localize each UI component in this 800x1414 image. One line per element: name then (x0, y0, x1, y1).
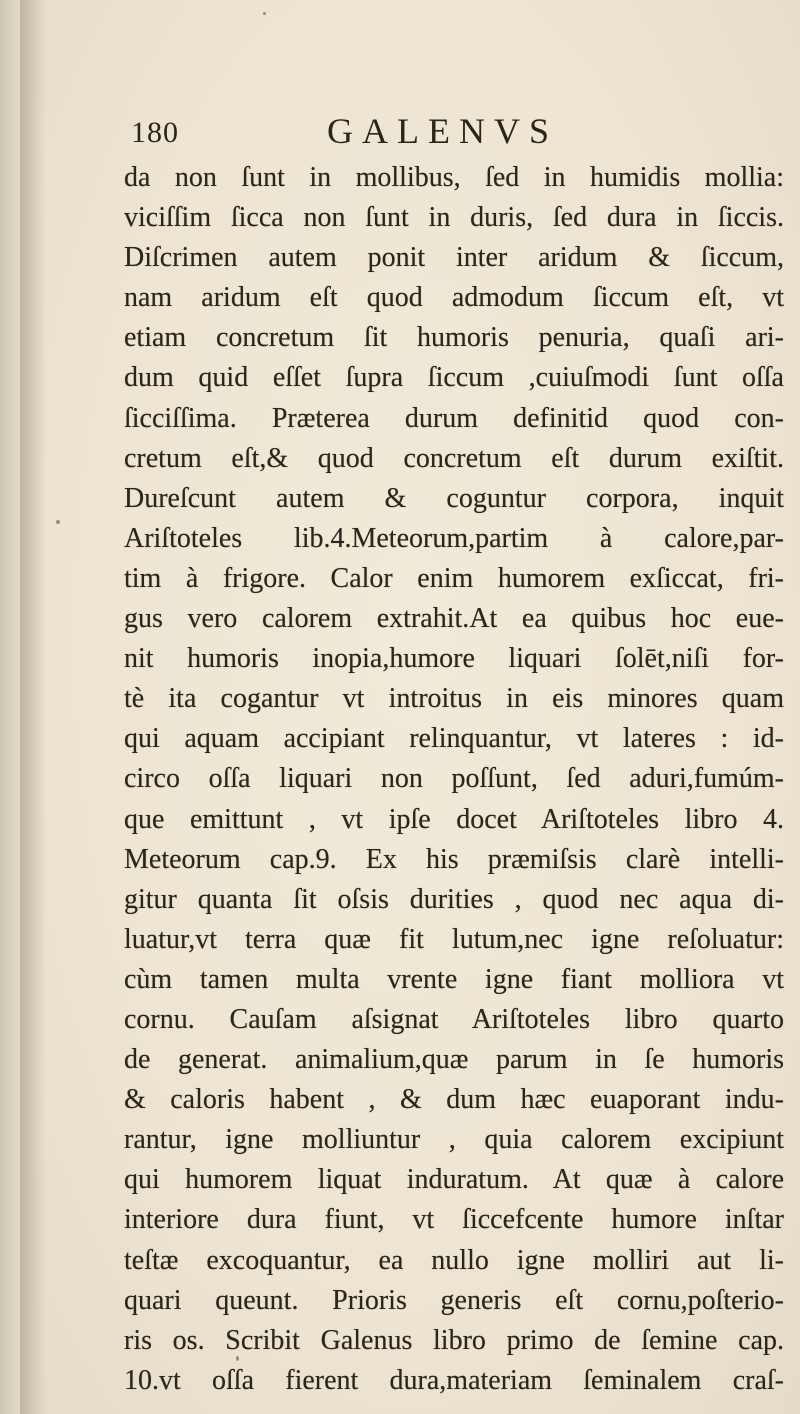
text-line: Dureſcunt autem & coguntur corpora, inquit (124, 482, 784, 514)
text-line: Meteorum cap.9. Ex his præmiſsis clarè intelli- (124, 843, 784, 875)
text-line: qui aquam accipiant relinquantur, vt lateres : id- (124, 723, 784, 755)
text-line: circo oſſa liquari non poſſunt, ſed aduri,fumúm- (124, 763, 784, 795)
text-line: que emittunt , vt ipſe docet Ariſtoteles libro 4. (124, 803, 784, 835)
page-gutter-shadow (20, 0, 46, 1414)
text-line: de generat. animalium,quæ parum in ſe humoris (124, 1044, 784, 1076)
body-text (124, 158, 784, 1401)
text-line: viciſſim ſicca non ſunt in duris, ſed dura in ſiccis. (124, 202, 784, 234)
text-line: Ariſtoteles lib.4.Meteorum,partim à calore,par- (124, 522, 784, 554)
text-line: tim à frigore. Calor enim humorem exſiccat, fri- (124, 562, 784, 594)
text-line: cretum eſt,& quod concretum eſt durum exiſtit. (124, 442, 784, 474)
text-line: & caloris habent , & dum hæc euaporant indu- (124, 1084, 784, 1116)
running-title: GALENVS (327, 111, 558, 151)
text-line: gus vero calorem extrahit.At ea quibus hoc eue- (124, 603, 784, 635)
text-line: teſtæ excoquantur, ea nullo igne molliri aut li- (124, 1244, 784, 1276)
text-line: ris os. Scribit Galenus libro primo de ſemine cap. (124, 1324, 784, 1356)
text-line: nit humoris inopia,humore liquari ſolēt,niſi for- (124, 643, 784, 675)
text-line: interiore dura fiunt, vt ſiccefcente humore inſtar (124, 1204, 784, 1236)
text-line: cùm tamen multa vrente igne fiant molliora vt (124, 963, 784, 995)
running-head (131, 108, 731, 160)
text-line: 10.vt oſſa fierent dura,materiam ſeminalem craſ- (124, 1364, 784, 1396)
text-line: ſicciſſima. Præterea durum definitid quod con- (124, 402, 784, 434)
text-line: qui humorem liquat induratum. At quæ à calore (124, 1164, 784, 1196)
text-line: cornu. Cauſam aſsignat Ariſtoteles libro quarto (124, 1003, 784, 1035)
text-line: dum quid eſſet ſupra ſiccum ,cuiuſmodi ſunt oſſa (124, 362, 784, 394)
text-line: da non ſunt in mollibus, ſed in humidis mollia: (124, 162, 784, 193)
page-number: 180 (131, 116, 179, 149)
ink-speck (56, 520, 60, 524)
text-line: etiam concretum ſit humoris penuria, quaſi ari- (124, 322, 784, 354)
ink-speck (263, 12, 266, 15)
book-page (20, 0, 800, 1414)
text-line: rantur, igne molliuntur , quia calorem excipiunt (124, 1124, 784, 1156)
text-line: gitur quanta ſit oſsis durities , quod nec aqua di- (124, 883, 784, 915)
text-line: luatur,vt terra quæ fit lutum,nec igne reſoluatur: (124, 923, 784, 955)
text-line: tè ita cogantur vt introitus in eis minores quam (124, 683, 784, 715)
text-line: Diſcrimen autem ponit inter aridum & ſiccum, (124, 242, 784, 274)
text-line: quari queunt. Prioris generis eſt cornu,poſterio- (124, 1284, 784, 1316)
text-line: nam aridum eſt quod admodum ſiccum eſt, vt (124, 282, 784, 314)
